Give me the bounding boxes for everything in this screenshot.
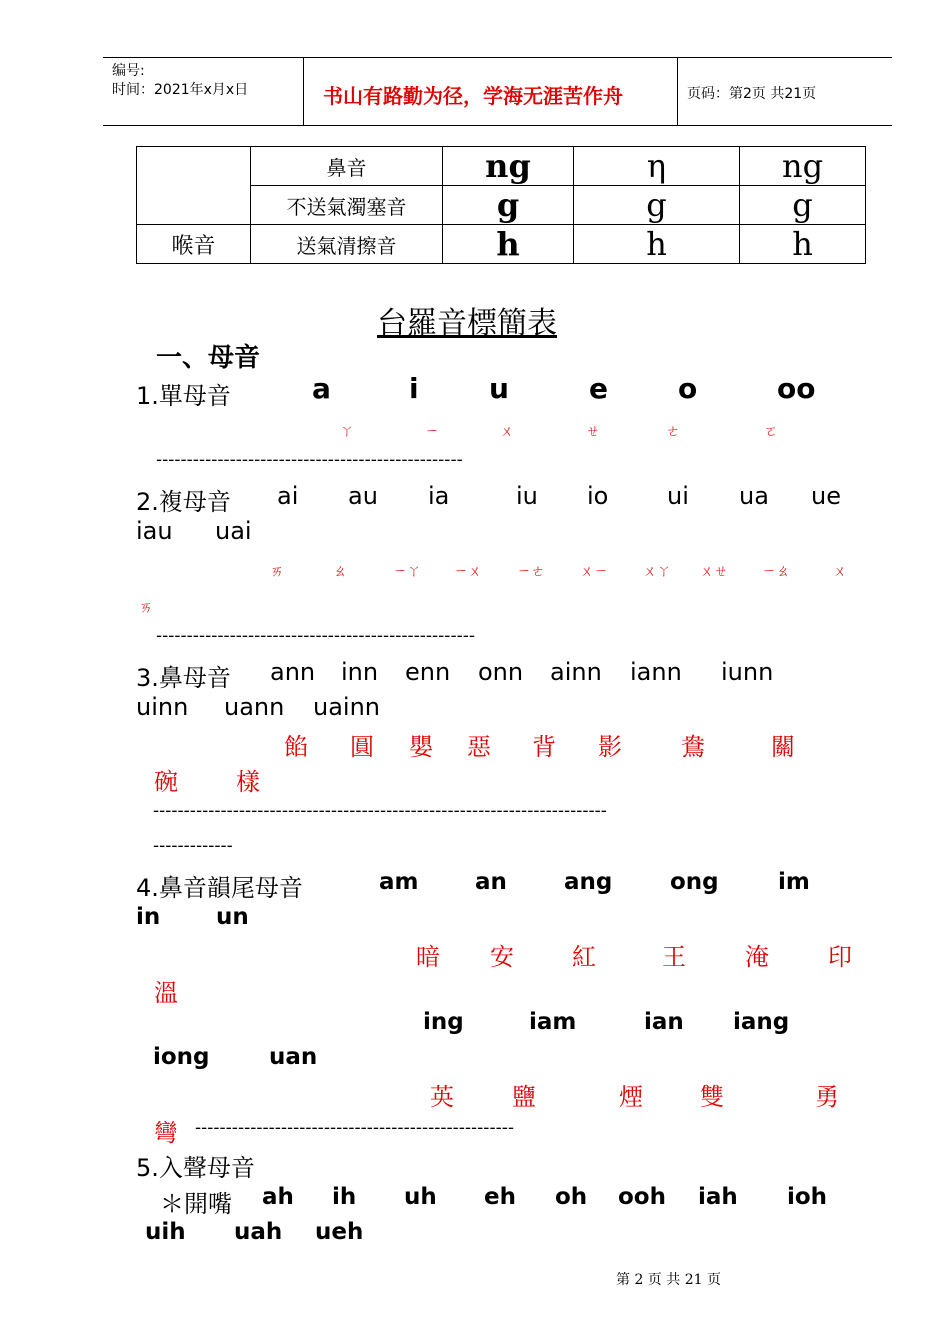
example-char: 勇 xyxy=(815,1083,839,1111)
zhuyin: ㄠ xyxy=(333,564,347,580)
table-cell-type: 不送氣濁塞音 xyxy=(251,186,443,225)
vowel-item: o xyxy=(678,372,698,405)
vowel-item: iu xyxy=(516,482,538,510)
vowel-item: oh xyxy=(555,1184,588,1210)
vowel-item: uainn xyxy=(313,693,381,721)
zhuyin: ㄞ xyxy=(139,600,153,616)
vowel-item: uinn xyxy=(136,693,189,721)
divider: ---------------------------------------------------- xyxy=(195,1118,514,1138)
vowel-item: i xyxy=(409,372,419,405)
vowel-item: ioh xyxy=(787,1184,828,1210)
nasal-coda-label: 4.鼻音韻尾母音 xyxy=(136,874,303,902)
divider: ---------------------------------------------------- xyxy=(156,626,475,646)
example-char: 彎 xyxy=(154,1119,178,1147)
vowel-item: am xyxy=(379,869,419,895)
table-cell-poj: ng xyxy=(740,147,866,186)
vowel-item: onn xyxy=(478,658,524,686)
table-row xyxy=(137,225,866,264)
consonant-table xyxy=(136,146,866,264)
table-cell-type: 送氣清擦音 xyxy=(251,225,443,264)
example-char: 鹽 xyxy=(512,1083,536,1111)
vowel-item: inn xyxy=(341,658,379,686)
vowel-item: ann xyxy=(270,658,316,686)
example-char: 淹 xyxy=(745,943,769,971)
table-cell-poj: g xyxy=(740,186,866,225)
zhuyin: ㄨㄝ xyxy=(700,564,728,580)
example-char: 雙 xyxy=(700,1083,724,1111)
table-cell-ipa: g xyxy=(574,186,740,225)
example-char: 紅 xyxy=(572,943,596,971)
zhuyin: ㄧㄚ xyxy=(393,564,421,580)
zhuyin: ㄨㄚ xyxy=(643,564,671,580)
vowel-item: iah xyxy=(698,1184,738,1210)
table-cell-group xyxy=(137,147,251,225)
zhuyin: ㄞ xyxy=(270,564,284,580)
header-top-rule xyxy=(103,57,892,58)
vowel-item: uh xyxy=(404,1184,437,1210)
table-cell-poj: h xyxy=(740,225,866,264)
example-char: 嬰 xyxy=(409,733,433,761)
nasal-vowel-label: 3.鼻母音 xyxy=(136,664,231,692)
zhuyin: ㄨ xyxy=(500,424,514,440)
divider: -------------------------------------------------------------------------- xyxy=(153,801,607,821)
example-char: 惡 xyxy=(467,733,491,761)
header-number: 编号: xyxy=(112,63,145,79)
zhuyin: ㄧㄠ xyxy=(762,564,790,580)
example-char: 關 xyxy=(771,733,795,761)
header-divider xyxy=(303,57,304,125)
vowel-item: ia xyxy=(428,482,450,510)
example-char: 安 xyxy=(490,943,514,971)
example-char: 煙 xyxy=(619,1083,643,1111)
table-cell-type: 鼻音 xyxy=(251,147,443,186)
vowel-item: ong xyxy=(670,869,719,895)
zhuyin: ㄜ xyxy=(666,424,680,440)
zhuyin: ㄛ xyxy=(764,424,778,440)
example-char: 印 xyxy=(828,943,852,971)
vowel-item: e xyxy=(589,372,608,405)
vowel-item: un xyxy=(216,904,249,930)
open-mouth-label: ＊開嘴 xyxy=(160,1190,232,1218)
example-char: 鴦 xyxy=(681,733,705,761)
vowel-item: uih xyxy=(145,1219,186,1245)
vowel-item: im xyxy=(778,869,810,895)
vowel-item: ueh xyxy=(315,1219,364,1245)
vowel-item: uai xyxy=(215,517,252,545)
example-char: 影 xyxy=(598,733,622,761)
table-cell-group: 喉音 xyxy=(137,225,251,264)
vowel-item: eh xyxy=(484,1184,516,1210)
zhuyin: ㄝ xyxy=(586,424,600,440)
example-char: 溫 xyxy=(154,979,178,1007)
zhuyin: ㄚ xyxy=(340,424,354,440)
divider: ------------- xyxy=(153,836,233,856)
table-cell-tl: h xyxy=(443,225,574,264)
vowel-item: iam xyxy=(529,1009,577,1035)
vowel-item: enn xyxy=(405,658,451,686)
vowel-item: ainn xyxy=(550,658,602,686)
vowel-item: oo xyxy=(777,372,816,405)
vowel-item: ang xyxy=(564,869,613,895)
vowel-item: ing xyxy=(423,1009,464,1035)
zhuyin: ㄧ xyxy=(425,424,439,440)
vowel-item: iang xyxy=(733,1009,790,1035)
vowel-item: uann xyxy=(224,693,285,721)
single-vowel-label: 1.單母音 xyxy=(136,382,231,410)
zhuyin: ㄧㄜ xyxy=(517,564,545,580)
vowel-item: iong xyxy=(153,1044,210,1070)
vowel-item: iunn xyxy=(721,658,774,686)
example-char: 王 xyxy=(662,943,686,971)
example-char: 英 xyxy=(430,1083,454,1111)
page-footer: 第 2 页 共 21 页 xyxy=(616,1272,721,1288)
table-cell-tl: ng xyxy=(443,147,574,186)
vowel-item: ue xyxy=(811,482,841,510)
vowel-item: ui xyxy=(667,482,689,510)
vowel-item: ian xyxy=(644,1009,684,1035)
zhuyin: ㄨ xyxy=(833,564,847,580)
header-time: 时间：2021年x月x日 xyxy=(112,82,249,98)
table-cell-tl: g xyxy=(443,186,574,225)
vowel-item: uan xyxy=(269,1044,318,1070)
example-char: 樣 xyxy=(236,768,260,796)
divider: -------------------------------------------------- xyxy=(156,450,463,470)
vowel-item: u xyxy=(489,372,509,405)
zhuyin: ㄧㄨ xyxy=(454,564,482,580)
vowel-item: an xyxy=(475,869,507,895)
example-char: 暗 xyxy=(416,943,440,971)
vowel-item: a xyxy=(312,372,331,405)
vowel-item: uah xyxy=(234,1219,283,1245)
section-heading: 一、母音 xyxy=(156,343,261,373)
table-cell-ipa: h xyxy=(574,225,740,264)
vowel-item: ai xyxy=(277,482,299,510)
example-char: 餡 xyxy=(284,733,308,761)
header-bottom-rule xyxy=(103,125,892,126)
example-char: 碗 xyxy=(154,768,178,796)
page-title: 台羅音標簡表 xyxy=(377,306,557,341)
header-motto: 书山有路勤为径，学海无涯苦作舟 xyxy=(323,84,623,108)
example-char: 圓 xyxy=(350,733,374,761)
vowel-item: iann xyxy=(630,658,682,686)
zhuyin: ㄨㄧ xyxy=(580,564,608,580)
vowel-item: ua xyxy=(739,482,769,510)
header-page-info: 页码：第2页 共21页 xyxy=(687,86,817,102)
example-char: 背 xyxy=(532,733,556,761)
entering-vowel-label: 5.入聲母音 xyxy=(136,1154,255,1182)
compound-vowel-label: 2.複母音 xyxy=(136,488,231,516)
vowel-item: ooh xyxy=(618,1184,666,1210)
vowel-item: iau xyxy=(136,517,173,545)
vowel-item: ah xyxy=(262,1184,294,1210)
header-divider xyxy=(677,57,678,125)
table-row xyxy=(137,147,866,186)
vowel-item: in xyxy=(136,904,161,930)
vowel-item: io xyxy=(587,482,609,510)
vowel-item: ih xyxy=(332,1184,357,1210)
table-cell-ipa: η xyxy=(574,147,740,186)
vowel-item: au xyxy=(348,482,378,510)
